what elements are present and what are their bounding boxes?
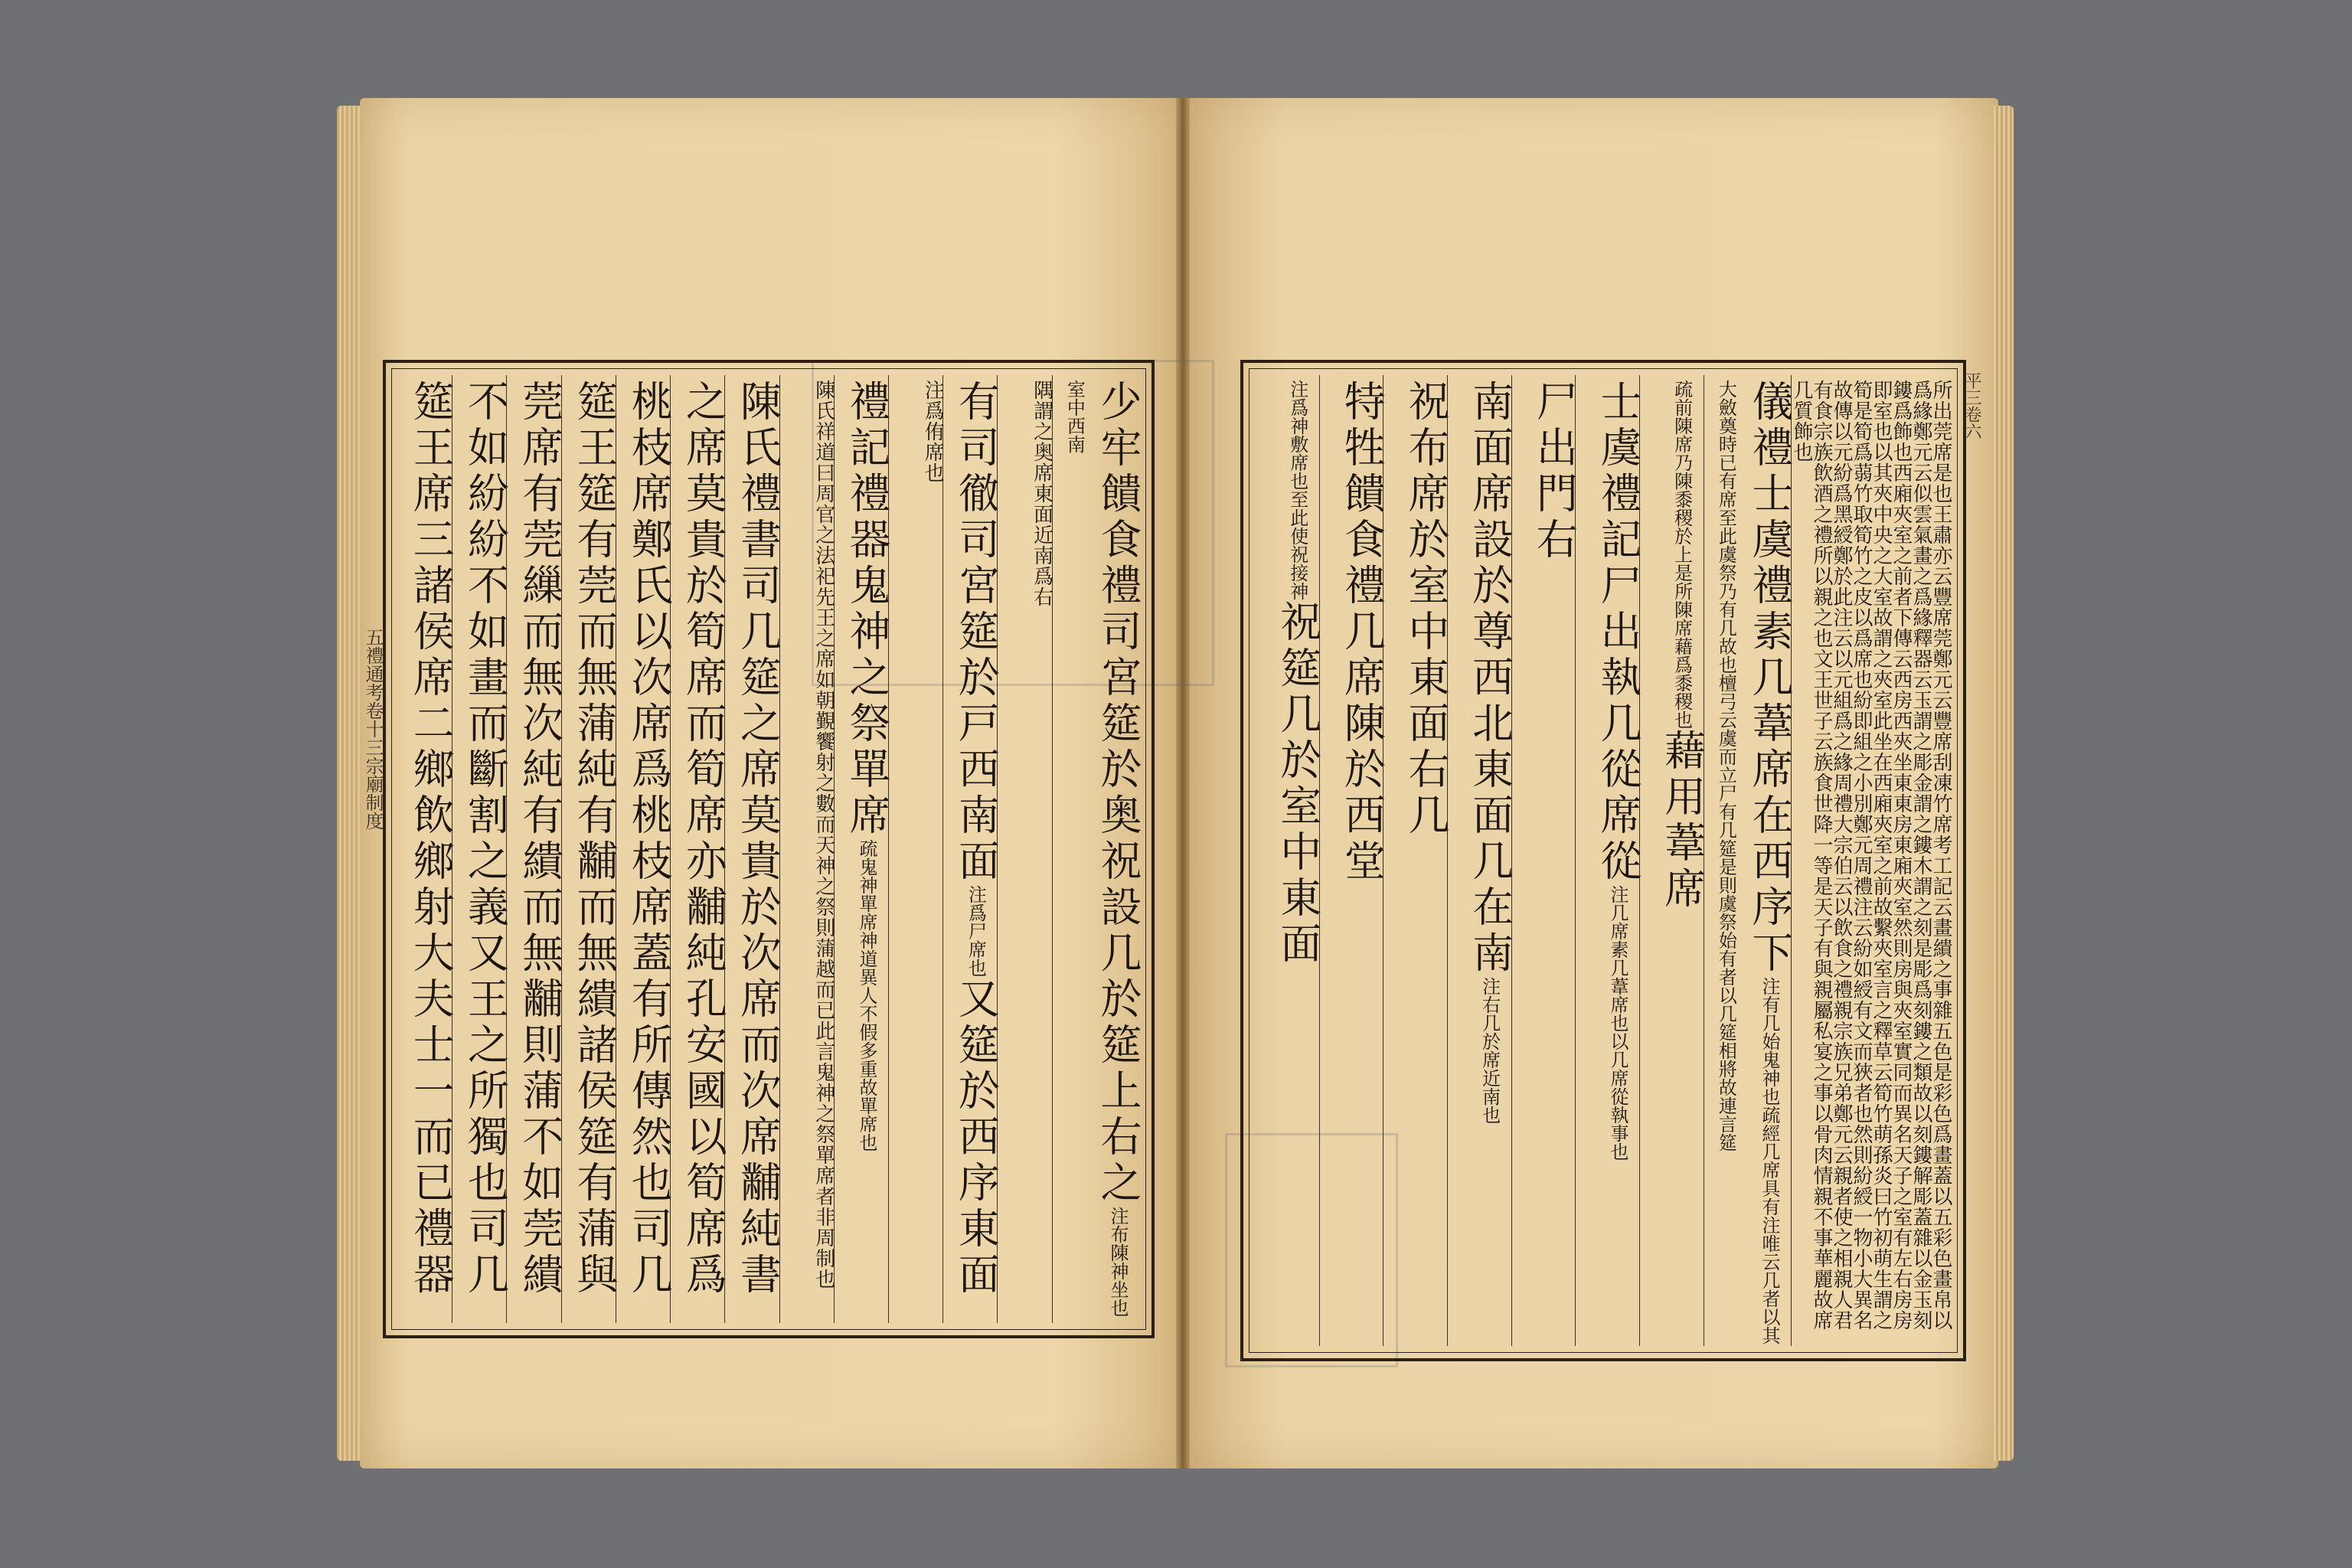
annotation-text: 注爲神敷席也至此使祝接神 xyxy=(1286,380,1308,600)
right-text-block xyxy=(1240,360,1966,1361)
main-text: 南面席設於尊西北東面几在南 xyxy=(1465,380,1514,977)
left-text-block xyxy=(383,360,1155,1338)
left-column xyxy=(670,375,728,1323)
annotation-text: 疏前陳席乃陳黍稷於上是所陳席藉爲黍稷也 xyxy=(1671,380,1693,729)
main-text: 禮記禮器鬼神之祭單席 xyxy=(842,380,891,839)
page-edges-right xyxy=(1994,106,2014,1461)
main-text: 又筵於西序東面 xyxy=(952,977,1001,1298)
left-column xyxy=(724,375,782,1323)
right-column xyxy=(1791,375,1951,1346)
annotation-text: 注布陳神坐也室中西南 xyxy=(1063,380,1129,1317)
main-text: 筵王席三諸侯席二鄉飲鄉射大夫士一而已禮器 xyxy=(407,380,456,1298)
right-columns xyxy=(1256,375,1951,1346)
annotation-text: 陳氏祥道曰周官之法祀先王之席如朝覲饗射之數而天神之祭則蒲越而已此言鬼神之祭單席者非周制也 xyxy=(812,380,835,1289)
main-text: 之席莫貴於筍席而筍席亦黼純孔安國以筍席爲 xyxy=(679,380,728,1298)
left-column xyxy=(398,375,456,1323)
main-text: 藉用葦席 xyxy=(1658,729,1707,913)
right-column xyxy=(1256,375,1322,1346)
page-header-mark: 平三卷六 xyxy=(1962,372,1981,439)
main-text: 祝筵几於室中東面 xyxy=(1273,600,1322,968)
left-columns xyxy=(398,375,1142,1323)
main-text: 儀禮士虞禮素几葦席在西序下 xyxy=(1746,380,1794,977)
right-column xyxy=(1704,375,1794,1346)
main-text: 不如紛紛不如畫而斷割之義又王之所獨也司几 xyxy=(461,380,510,1298)
left-column xyxy=(779,375,834,1323)
annotation-text: 注有几始鬼神也疏經几席具有注唯云几者以其大斂奠時已有席至此虞祭乃有几故也檀弓云虞而立尸有几筵是則虞祭始有者以几筵相將故連言筵 xyxy=(1715,380,1780,1344)
main-text: 尸出門右 xyxy=(1530,380,1579,564)
annotation-text: 注爲侑席也 xyxy=(921,380,945,483)
right-column xyxy=(1447,375,1514,1346)
annotation-text: 注右几於席近南也 xyxy=(1478,977,1501,1124)
main-text: 少牢饋食禮司宮筵於奥祝設几於筵上右之 xyxy=(1094,380,1142,1207)
left-column xyxy=(1052,375,1142,1323)
right-column xyxy=(1575,375,1642,1346)
main-text: 筵王筵有莞而無蒲純有黼而無繢諸侯筵有蒲與 xyxy=(570,380,619,1298)
left-column xyxy=(888,375,945,1323)
main-text: 莞席有莞繅而無次純有繢而無黼則蒲不如莞繢 xyxy=(515,380,564,1298)
page-edges-left xyxy=(337,106,363,1461)
book-gutter xyxy=(1176,98,1190,1468)
annotation-text: 所出莞席是也王肅亦云豐席莞鄭元云豐席刮凍竹席考工記云畫繢之事雜五色是彩色爲畫蓋以五彩色畫帛以爲緣鄭元云似雲氣畫之爲緣釋器云玉謂之彫金謂之鏤木謂之刻是彫爲刻鏤之類故以刻鏤解彫蓋雜以金玉刻鏤爲飾也西廂夾室之前者下傳云西房西夾坐東東房東廂夾室然則房與夾室實同而異名天子之室有左右房房即室也以其夾中央之大室故謂之夾室此坐在西廂夾室之前故繫夾室言之釋草云筍竹萌孫炎曰竹初萌生謂之筍是筍爲蒻竹取筍竹之皮以爲席也紛即組之小別鄭元周禮注云紛如綬有文而狹者也然則紛綬一物小大異名故傳以元紛爲黑綬鄭於此注云以元組爲之緣周禮大宗伯云以飲食之禮親宗族兄弟鄭元云親者使之相親人君有食宗族飲酒之禮所以親之也文王世子云族食世降一等是天子有與親屬私宴之事以骨肉情親不事華麗故席几質飾也 xyxy=(1790,380,1952,1331)
main-text: 士虞禮記尸出執几從席從 xyxy=(1593,380,1642,885)
main-text: 祝布席於室中東面右几 xyxy=(1402,380,1450,839)
right-column xyxy=(1639,375,1707,1346)
left-column xyxy=(506,375,564,1323)
left-column xyxy=(452,375,510,1323)
left-column xyxy=(616,375,674,1323)
right-column xyxy=(1511,375,1579,1346)
left-column xyxy=(834,375,891,1323)
annotation-text: 隅謂之奥席東面近南爲右 xyxy=(1030,380,1054,607)
left-column xyxy=(997,375,1054,1323)
right-column xyxy=(1319,375,1387,1346)
main-text: 有司徹司宮筵於戸西南面 xyxy=(952,380,1001,885)
main-text: 桃枝席鄭氏以次席爲桃枝席蓋有所傳然也司几 xyxy=(625,380,674,1298)
page-edge-label: 五禮通考卷十三宗廟制度 xyxy=(362,628,384,830)
annotation-text: 疏鬼神單席神道異人不假多重故單席也 xyxy=(855,839,877,1152)
main-text: 特牲饋食禮几席陳於西堂 xyxy=(1338,380,1387,885)
right-column xyxy=(1383,375,1450,1346)
left-column xyxy=(561,375,619,1323)
annotation-text: 注几席素几葦席也以几席從執事也 xyxy=(1606,885,1628,1161)
main-text: 陳氏禮書司几筵之席莫貴於次席而次席黼純書 xyxy=(733,380,782,1298)
left-column xyxy=(942,375,1001,1323)
annotation-text: 注爲尸席也 xyxy=(965,885,987,977)
